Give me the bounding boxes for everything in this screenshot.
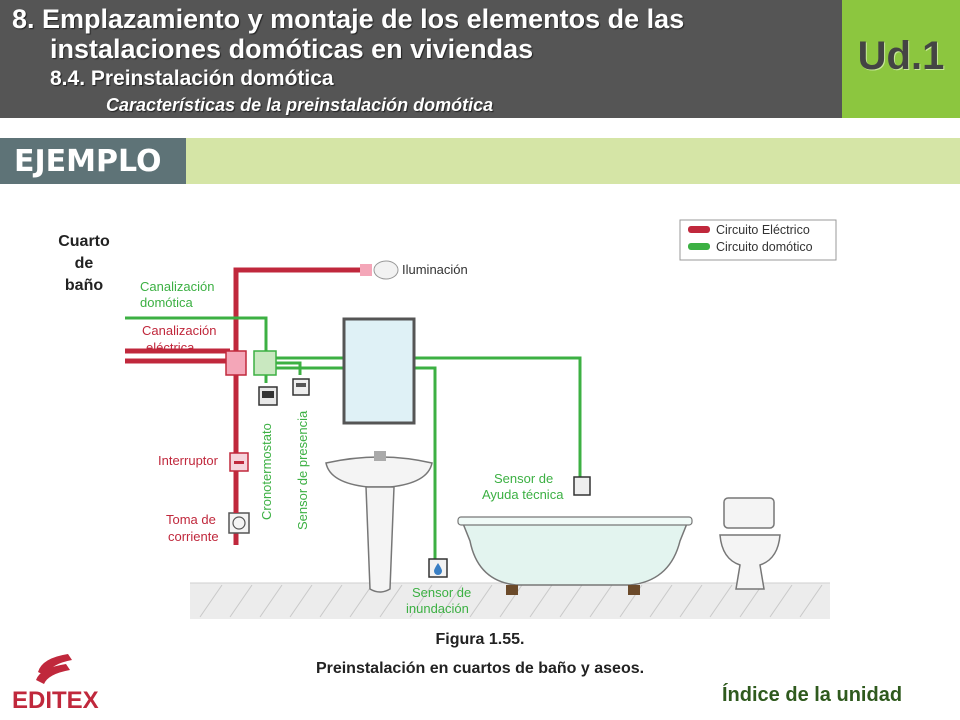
example-label: EJEMPLO xyxy=(14,144,162,179)
mirror xyxy=(344,319,414,423)
domotic-junction-box xyxy=(254,351,276,375)
switch-icon xyxy=(230,453,248,471)
electric-circuit xyxy=(125,270,362,545)
flood-sensor-icon xyxy=(429,559,447,577)
assistance-sensor-icon xyxy=(574,477,590,495)
unit-badge xyxy=(842,0,960,118)
legend-domotic-label: Circuito domótico xyxy=(716,240,813,254)
example-band xyxy=(0,138,960,184)
sink xyxy=(326,451,432,592)
sensor-presencia-label: Sensor de presencia xyxy=(295,410,310,530)
room-label-1: Cuarto xyxy=(58,233,110,250)
room-label-3: baño xyxy=(64,277,104,294)
lighting-label: Iluminación xyxy=(402,262,468,277)
cronotermostato-label: Cronotermostato xyxy=(259,423,274,520)
canal-electrica-label-2: eléctrica xyxy=(146,340,195,355)
logo-wordmark: EDITEX xyxy=(12,687,99,714)
figure-number: Figura 1.55. xyxy=(435,631,525,648)
header-bar xyxy=(0,0,842,118)
legend-electric-label: Circuito Eléctrico xyxy=(716,223,810,237)
sensor-inundacion-label-1: Sensor de xyxy=(412,585,472,600)
canal-domotica-label-2: domótica xyxy=(140,295,193,310)
room-label-2: de xyxy=(74,255,94,272)
legend-electric-swatch xyxy=(688,226,710,233)
toilet xyxy=(720,498,780,589)
legend-domotic-swatch xyxy=(688,243,710,250)
editex-logo xyxy=(8,648,108,714)
toma-label-2: corriente xyxy=(168,529,219,544)
sensor-inundacion-label-2: inundación xyxy=(406,601,469,616)
title-line-2: instalaciones domóticas en viviendas xyxy=(50,34,534,64)
bathroom-diagram xyxy=(30,215,850,625)
unit-label: Ud.1 xyxy=(857,34,945,78)
title-line-1: 8. Emplazamiento y montaje de los elementos de las xyxy=(12,4,685,34)
books-icon xyxy=(36,654,72,684)
subsubtitle: Características de la preinstalación domótica xyxy=(106,95,494,115)
canal-electrica-label-1: Canalización xyxy=(142,323,217,338)
interruptor-label: Interruptor xyxy=(158,453,218,468)
toma-label-1: Toma de xyxy=(166,512,216,527)
sensor-ayuda-label-2: Ayuda técnica xyxy=(482,487,564,502)
bulb-icon xyxy=(360,261,398,279)
example-tab xyxy=(0,138,186,184)
legend xyxy=(680,220,836,260)
socket-icon xyxy=(229,513,249,533)
electric-junction-box xyxy=(226,351,246,375)
index-link[interactable]: Índice de la unidad xyxy=(722,684,903,706)
subtitle: 8.4. Preinstalación domótica xyxy=(50,67,334,90)
sensor-ayuda-label-1: Sensor de xyxy=(494,471,554,486)
canal-domotica-label-1: Canalización xyxy=(140,279,215,294)
presence-sensor-icon xyxy=(293,379,309,395)
thermostat-icon xyxy=(259,387,277,405)
figure-caption: Preinstalación en cuartos de baño y aseos. xyxy=(315,660,645,677)
